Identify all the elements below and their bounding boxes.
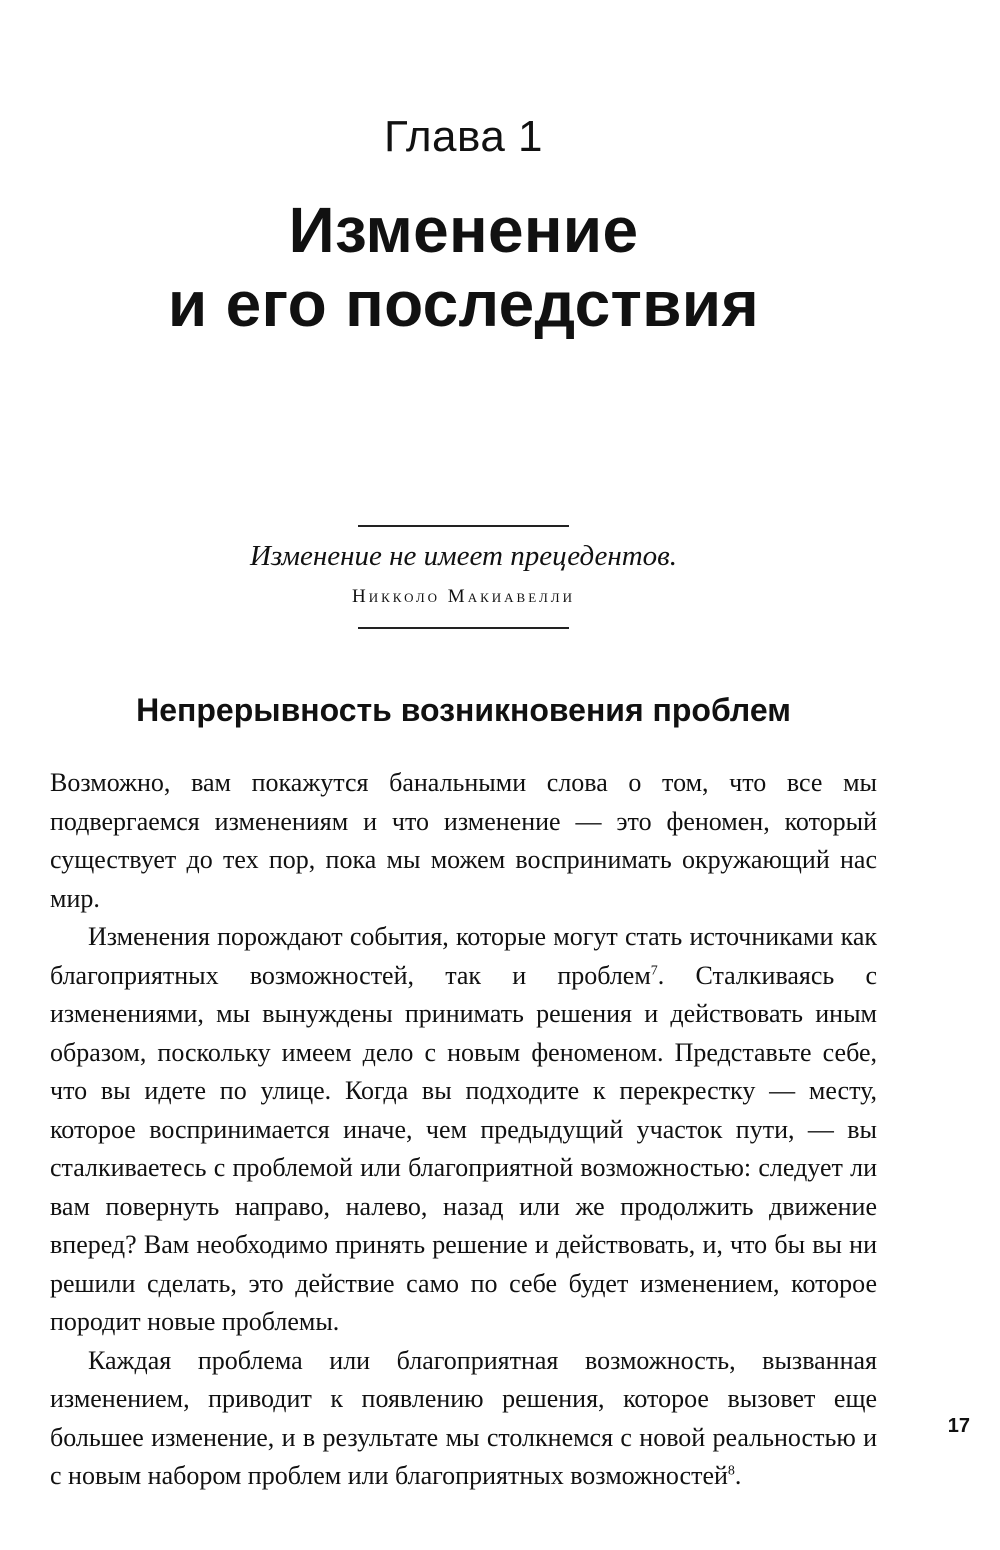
chapter-title-line-2: и его последствия	[167, 268, 760, 340]
epigraph-author: Никколо Макиавелли	[351, 586, 575, 607]
paragraph-3-text-after-note: .	[734, 1461, 742, 1490]
body-text	[50, 764, 877, 1496]
section-heading: Непрерывность возникновения проблем	[136, 692, 791, 728]
paragraph-2	[50, 918, 877, 1342]
paragraph-2-text-before-note: Изменения порождают события, которые могут стать источниками как благоприятных возможностей, так и проблем	[50, 922, 877, 990]
epigraph-bottom-rule	[358, 627, 569, 629]
paragraph-1	[50, 764, 877, 918]
paragraph-1-text: Возможно, вам покажутся банальными слова о том, что все мы подвергаемся изменениям и что изменение — это феномен, который существует до тех пор, пока мы можем воспринимать окружающий нас мир.	[50, 768, 877, 913]
epigraph-top-rule	[358, 525, 569, 527]
footnote-ref-7[interactable]: 7	[650, 962, 658, 978]
footnote-ref-8[interactable]: 8	[727, 1463, 735, 1479]
paragraph-3	[50, 1342, 877, 1496]
chapter-title-line-1: Изменение	[288, 194, 639, 266]
paragraph-3-text-before-note: Каждая проблема или благоприятная возможность, вызванная изменением, приводит к появлению решения, которое вызовет еще большее изменение, и в результате мы столкнемся с новой реальностью и с новым набором проблем или благоприятных возможностей	[50, 1345, 877, 1490]
paragraph-2-text-after-note: . Сталкиваясь с изменениями, мы вынуждены принимать решения и действовать иным образом, поскольку имеем дело с новым феноменом. Представьте себе, что вы идете по улице. Когда вы подходите к перекрестку — месту, которое воспринимается иначе, чем предыдущий участок пути, — вы сталкиваетесь с проблемой или благоприятной возможностью: следует ли вам повернуть направо, налево, назад или же продолжить движение вперед? Вам необходимо принять решение и действовать, и, что бы вы ни решили сделать, это действие само по себе будет изменением, которое породит новые проблемы.	[50, 960, 877, 1336]
epigraph-quote: Изменение не имеет прецедентов.	[249, 540, 678, 572]
chapter-label: Глава 1	[383, 112, 544, 161]
chapter-title	[0, 193, 927, 341]
page-number: 17	[947, 1415, 970, 1437]
